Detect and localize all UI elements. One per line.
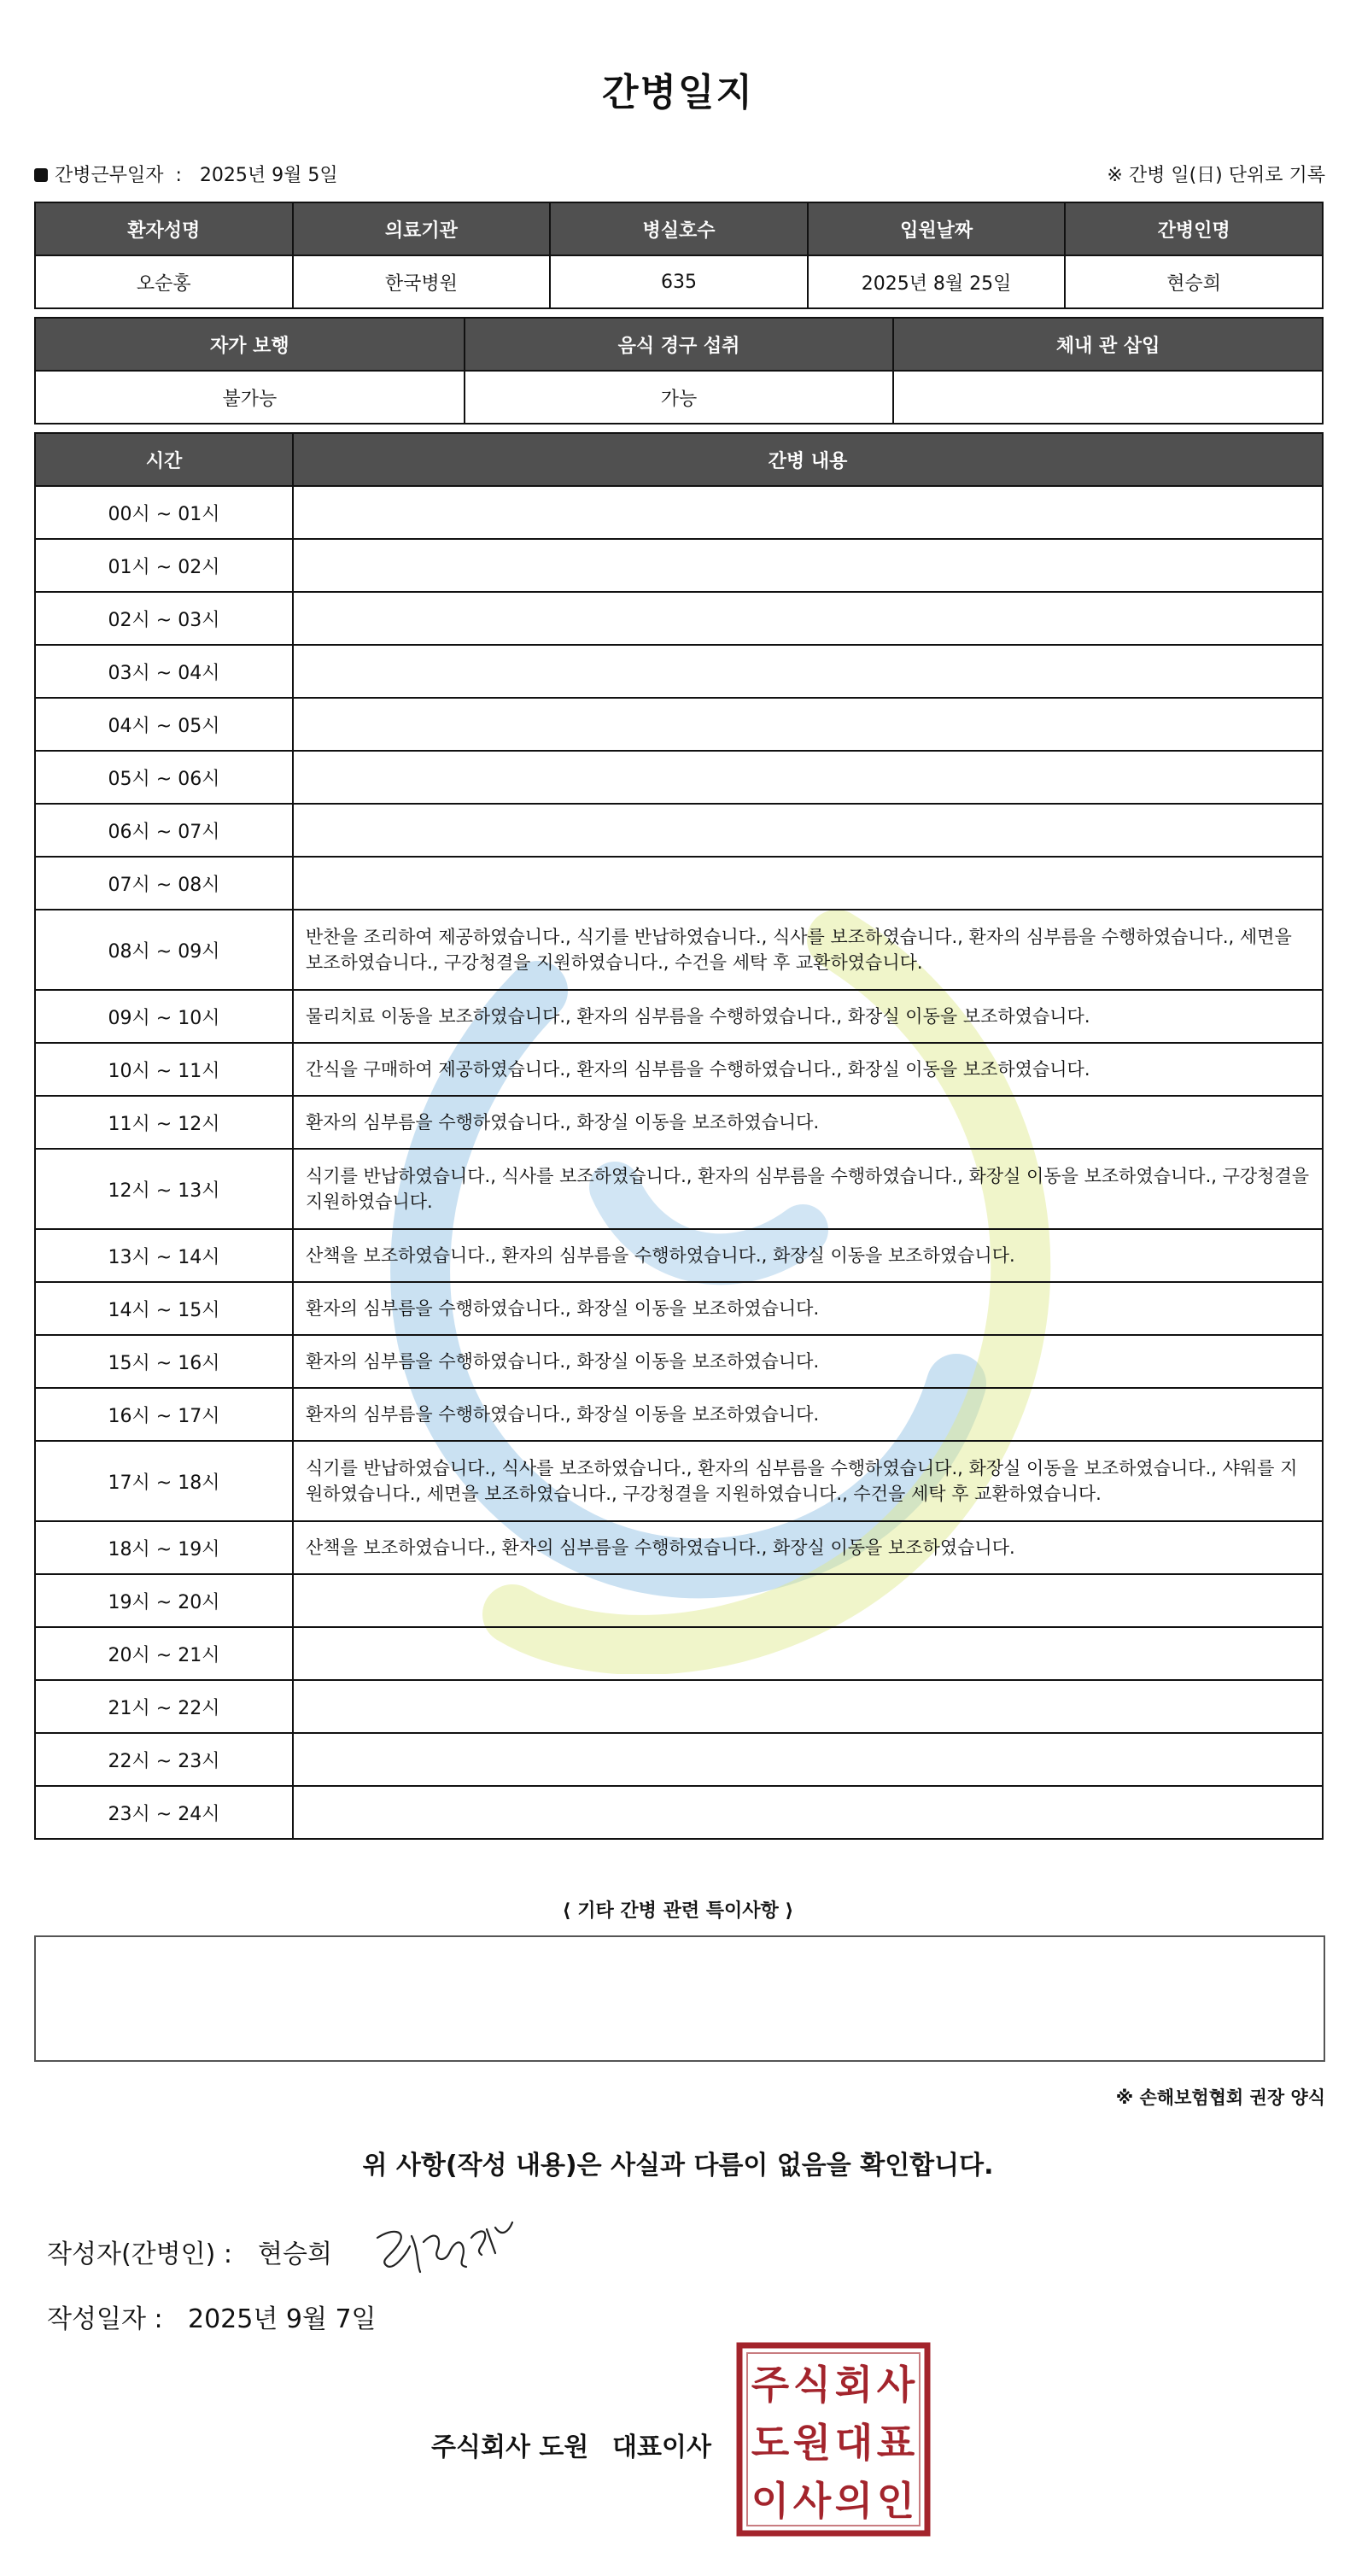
seal-glyph: 원	[792, 2420, 832, 2466]
time-slot: 13시 ~ 14시	[35, 1229, 293, 1282]
care-log-row	[35, 1680, 1323, 1733]
care-content	[293, 857, 1323, 910]
hospital-name: 한국병원	[293, 255, 551, 308]
care-content	[293, 486, 1323, 539]
care-content	[293, 1627, 1323, 1680]
time-slot: 15시 ~ 16시	[35, 1335, 293, 1388]
care-content	[293, 592, 1323, 645]
caregiver-name: 현승희	[1065, 255, 1323, 308]
header-oral-intake: 음식 경구 섭취	[465, 318, 894, 371]
care-content	[293, 645, 1323, 698]
seal-glyph: 이	[751, 2478, 790, 2524]
time-slot: 00시 ~ 01시	[35, 486, 293, 539]
care-log-row	[35, 592, 1323, 645]
header-admission-date: 입원날짜	[808, 202, 1066, 255]
document-title: 간병일지	[601, 71, 754, 114]
author-name: 현승희	[258, 2239, 332, 2269]
representative-title: 대표이사	[612, 2433, 711, 2462]
record-unit-note: ※ 간병 일(日) 단위로 기록	[1107, 165, 1325, 186]
care-log-row	[35, 698, 1323, 751]
seal-glyph: 주	[751, 2362, 790, 2408]
care-log-row	[35, 751, 1323, 804]
time-slot: 21시 ~ 22시	[35, 1680, 293, 1733]
care-log-row	[35, 1521, 1323, 1574]
care-content	[293, 804, 1323, 857]
care-content	[293, 1786, 1323, 1839]
care-log-row	[35, 1149, 1323, 1229]
handwritten-signature	[367, 2212, 521, 2280]
care-log-row	[35, 1733, 1323, 1786]
time-slot: 19시 ~ 20시	[35, 1574, 293, 1627]
care-content	[293, 1733, 1323, 1786]
care-content	[293, 751, 1323, 804]
header-caregiver-name: 간병인명	[1065, 202, 1323, 255]
care-content: 환자의 심부름을 수행하였습니다., 화장실 이동을 보조하였습니다.	[293, 1388, 1323, 1441]
seal-glyph: 식	[792, 2362, 832, 2408]
care-log-row	[35, 539, 1323, 592]
care-log-row	[35, 1627, 1323, 1680]
bullet-square-icon	[34, 168, 48, 182]
care-log-row	[35, 1574, 1323, 1627]
care-log-row	[35, 910, 1323, 990]
tube-insertion-value	[893, 371, 1323, 424]
care-content: 환자의 심부름을 수행하였습니다., 화장실 이동을 보조하였습니다.	[293, 1335, 1323, 1388]
time-slot: 06시 ~ 07시	[35, 804, 293, 857]
confirmation-statement: 위 사항(작성 내용)은 사실과 다름이 없음을 확인합니다.	[362, 2151, 994, 2181]
care-log-rows	[35, 486, 1323, 1839]
care-log-row	[35, 486, 1323, 539]
time-slot: 20시 ~ 21시	[35, 1627, 293, 1680]
care-log-row	[35, 804, 1323, 857]
header-tube-insertion: 체내 관 삽입	[893, 318, 1323, 371]
time-slot: 14시 ~ 15시	[35, 1282, 293, 1335]
care-content	[293, 539, 1323, 592]
header-self-walking: 자가 보행	[35, 318, 465, 371]
care-log-row	[35, 1043, 1323, 1096]
author-label: 작성자(간병인) :	[47, 2239, 232, 2269]
care-content	[293, 698, 1323, 751]
patient-info-table	[34, 202, 1324, 309]
time-slot: 23시 ~ 24시	[35, 1786, 293, 1839]
time-slot: 01시 ~ 02시	[35, 539, 293, 592]
care-content: 산책을 보조하였습니다., 환자의 심부름을 수행하였습니다., 화장실 이동을 보조하였습니다.	[293, 1521, 1323, 1574]
time-slot: 07시 ~ 08시	[35, 857, 293, 910]
care-content: 환자의 심부름을 수행하였습니다., 화장실 이동을 보조하였습니다.	[293, 1096, 1323, 1149]
care-log-row	[35, 990, 1323, 1043]
seal-glyph: 의	[834, 2478, 874, 2524]
header-time: 시간	[35, 433, 293, 486]
company-name: 주식회사 도원	[431, 2433, 589, 2462]
header-hospital: 의료기관	[293, 202, 551, 255]
care-content: 간식을 구매하여 제공하였습니다., 환자의 심부름을 수행하였습니다., 화장실 이동을 보조하였습니다.	[293, 1043, 1323, 1096]
care-content: 반찬을 조리하여 제공하였습니다., 식기를 반납하였습니다., 식사를 보조하였습니다., 환자의 심부름을 수행하였습니다., 세면을 보조하였습니다., 구강청결을 지원하였습니다., 수건을 세탁 후 교환하였습니다.	[293, 910, 1323, 990]
notes-title: ⟨ 기타 간병 관련 특이사항 ⟩	[562, 1900, 794, 1922]
patient-status-table	[34, 317, 1324, 424]
header-room-number: 병실호수	[550, 202, 808, 255]
time-slot: 02시 ~ 03시	[35, 592, 293, 645]
care-log-row	[35, 857, 1323, 910]
time-slot: 12시 ~ 13시	[35, 1149, 293, 1229]
care-log-row	[35, 1388, 1323, 1441]
care-content: 물리치료 이동을 보조하였습니다., 환자의 심부름을 수행하였습니다., 화장실 이동을 보조하였습니다.	[293, 990, 1323, 1043]
time-slot: 03시 ~ 04시	[35, 645, 293, 698]
care-content	[293, 1574, 1323, 1627]
time-slot: 08시 ~ 09시	[35, 910, 293, 990]
seal-glyph: 표	[876, 2420, 915, 2466]
care-log-row	[35, 1335, 1323, 1388]
time-slot: 04시 ~ 05시	[35, 698, 293, 751]
time-slot: 22시 ~ 23시	[35, 1733, 293, 1786]
time-slot: 16시 ~ 17시	[35, 1388, 293, 1441]
care-content: 식기를 반납하였습니다., 식사를 보조하였습니다., 환자의 심부름을 수행하였습니다., 화장실 이동을 보조하였습니다., 구강청결을 지원하였습니다.	[293, 1149, 1323, 1229]
care-log-row	[35, 1786, 1323, 1839]
care-content: 환자의 심부름을 수행하였습니다., 화장실 이동을 보조하였습니다.	[293, 1282, 1323, 1335]
notes-box	[34, 1935, 1325, 2062]
care-log-row	[35, 1229, 1323, 1282]
care-content	[293, 1680, 1323, 1733]
care-log-table	[34, 432, 1324, 1840]
care-log-row	[35, 1096, 1323, 1149]
time-slot: 18시 ~ 19시	[35, 1521, 293, 1574]
seal-glyph: 도	[751, 2420, 790, 2466]
duty-date-line	[34, 161, 338, 187]
time-slot: 05시 ~ 06시	[35, 751, 293, 804]
care-content: 산책을 보조하였습니다., 환자의 심부름을 수행하였습니다., 화장실 이동을 보조하였습니다.	[293, 1229, 1323, 1282]
header-care-content: 간병 내용	[293, 433, 1323, 486]
time-slot: 11시 ~ 12시	[35, 1096, 293, 1149]
written-date-label: 작성일자 :	[47, 2304, 163, 2334]
time-slot: 09시 ~ 10시	[35, 990, 293, 1043]
self-walking-value: 불가능	[35, 371, 465, 424]
admission-date: 2025년 8월 25일	[808, 255, 1066, 308]
time-slot: 10시 ~ 11시	[35, 1043, 293, 1096]
duty-date-label: 간병근무일자	[55, 165, 164, 186]
care-log-row	[35, 645, 1323, 698]
company-seal-stamp	[736, 2342, 931, 2537]
written-date-value: 2025년 9월 7일	[188, 2304, 377, 2334]
association-form-note: ※ 손해보험협회 권장 양식	[1115, 2087, 1325, 2108]
care-log-row	[35, 1441, 1323, 1521]
duty-date-separator: :	[175, 165, 182, 186]
seal-glyph: 사	[876, 2362, 915, 2408]
seal-glyph: 인	[876, 2478, 915, 2524]
room-number: 635	[550, 255, 808, 308]
duty-date-value: 2025년 9월 5일	[199, 165, 338, 186]
seal-glyph: 사	[792, 2478, 832, 2524]
patient-name: 오순홍	[35, 255, 293, 308]
seal-glyph: 회	[834, 2362, 874, 2408]
header-patient-name: 환자성명	[35, 202, 293, 255]
care-content: 식기를 반납하였습니다., 식사를 보조하였습니다., 환자의 심부름을 수행하였습니다., 화장실 이동을 보조하였습니다., 샤워를 지원하였습니다., 세면을 보조하였습니다., 구강청결을 지원하였습니다., 수건을 세탁 후 교환하였습니다.	[293, 1441, 1323, 1521]
seal-glyph: 대	[834, 2420, 874, 2466]
time-slot: 17시 ~ 18시	[35, 1441, 293, 1521]
care-log-row	[35, 1282, 1323, 1335]
oral-intake-value: 가능	[465, 371, 894, 424]
